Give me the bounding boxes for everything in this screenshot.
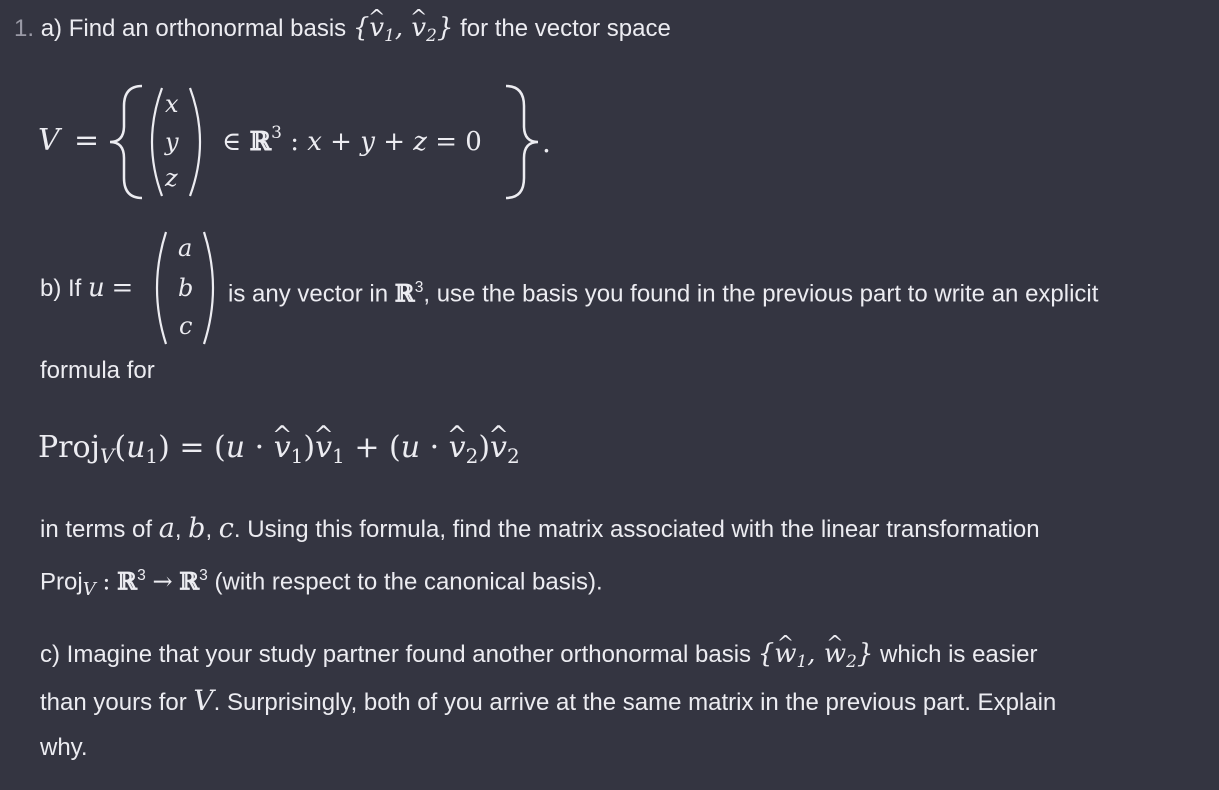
set-definition [30,78,590,208]
vec-z: z [165,164,178,192]
right-paren [190,88,200,196]
vec-a: a [178,234,193,262]
problem-line-1 [14,12,671,51]
svg-text:.: . [542,126,551,159]
part-c-line-3: why. [40,734,88,761]
set-lhs: V [38,123,60,158]
vec-b: b [178,274,194,302]
basis-v: {^ $v_1$, ^ $v_2$} [353,13,454,43]
projection-formula: $Proj_V(u_1) = (u$ · ^ $v_1)\^{}$ $v_1 + (u$ · ^ $v_2)\^{}$ $v_2$ [38,428,520,476]
svg-text:=: = [74,123,100,158]
part-b-line-2: in terms of a, b, c. Using this formula, find the matrix associated with the linear transformation [40,513,1040,544]
membership: ∈ ℝ$^3$ : x + y + z = 0 [222,123,482,157]
part-b-label: b) If u = [40,273,134,303]
vec-x: x [165,90,179,118]
part-b-line-3: Proj$_V$ : ℝ$^3$ → ℝ$^3$ (with respect to the canonical basis). [40,566,603,600]
part-a-label: a) [40,15,63,42]
part-a-text: Find an orthonormal basis [68,15,347,42]
part-a-text-after: for the vector space [460,15,671,42]
problem-number: 1. [14,15,35,42]
left-paren [152,88,162,196]
part-b-text: is any vector in ℝ$^3$, use the basis you found in the previous part to write an explicit [228,278,1099,308]
part-c-line-1: c) Imagine that your study partner found another orthonormal basis {^ $w_1$, ^ $w_2$} which is easier [40,638,1037,677]
vec-c: c [179,312,193,340]
formula-for: formula for [40,357,155,384]
left-brace [110,86,142,198]
vector-u [150,226,220,350]
right-brace [506,86,538,198]
vec-y: y [165,128,179,156]
part-c-line-2: than yours for V. Surprisingly, both of you arrive at the same matrix in the previous part. Explain [40,684,1057,717]
